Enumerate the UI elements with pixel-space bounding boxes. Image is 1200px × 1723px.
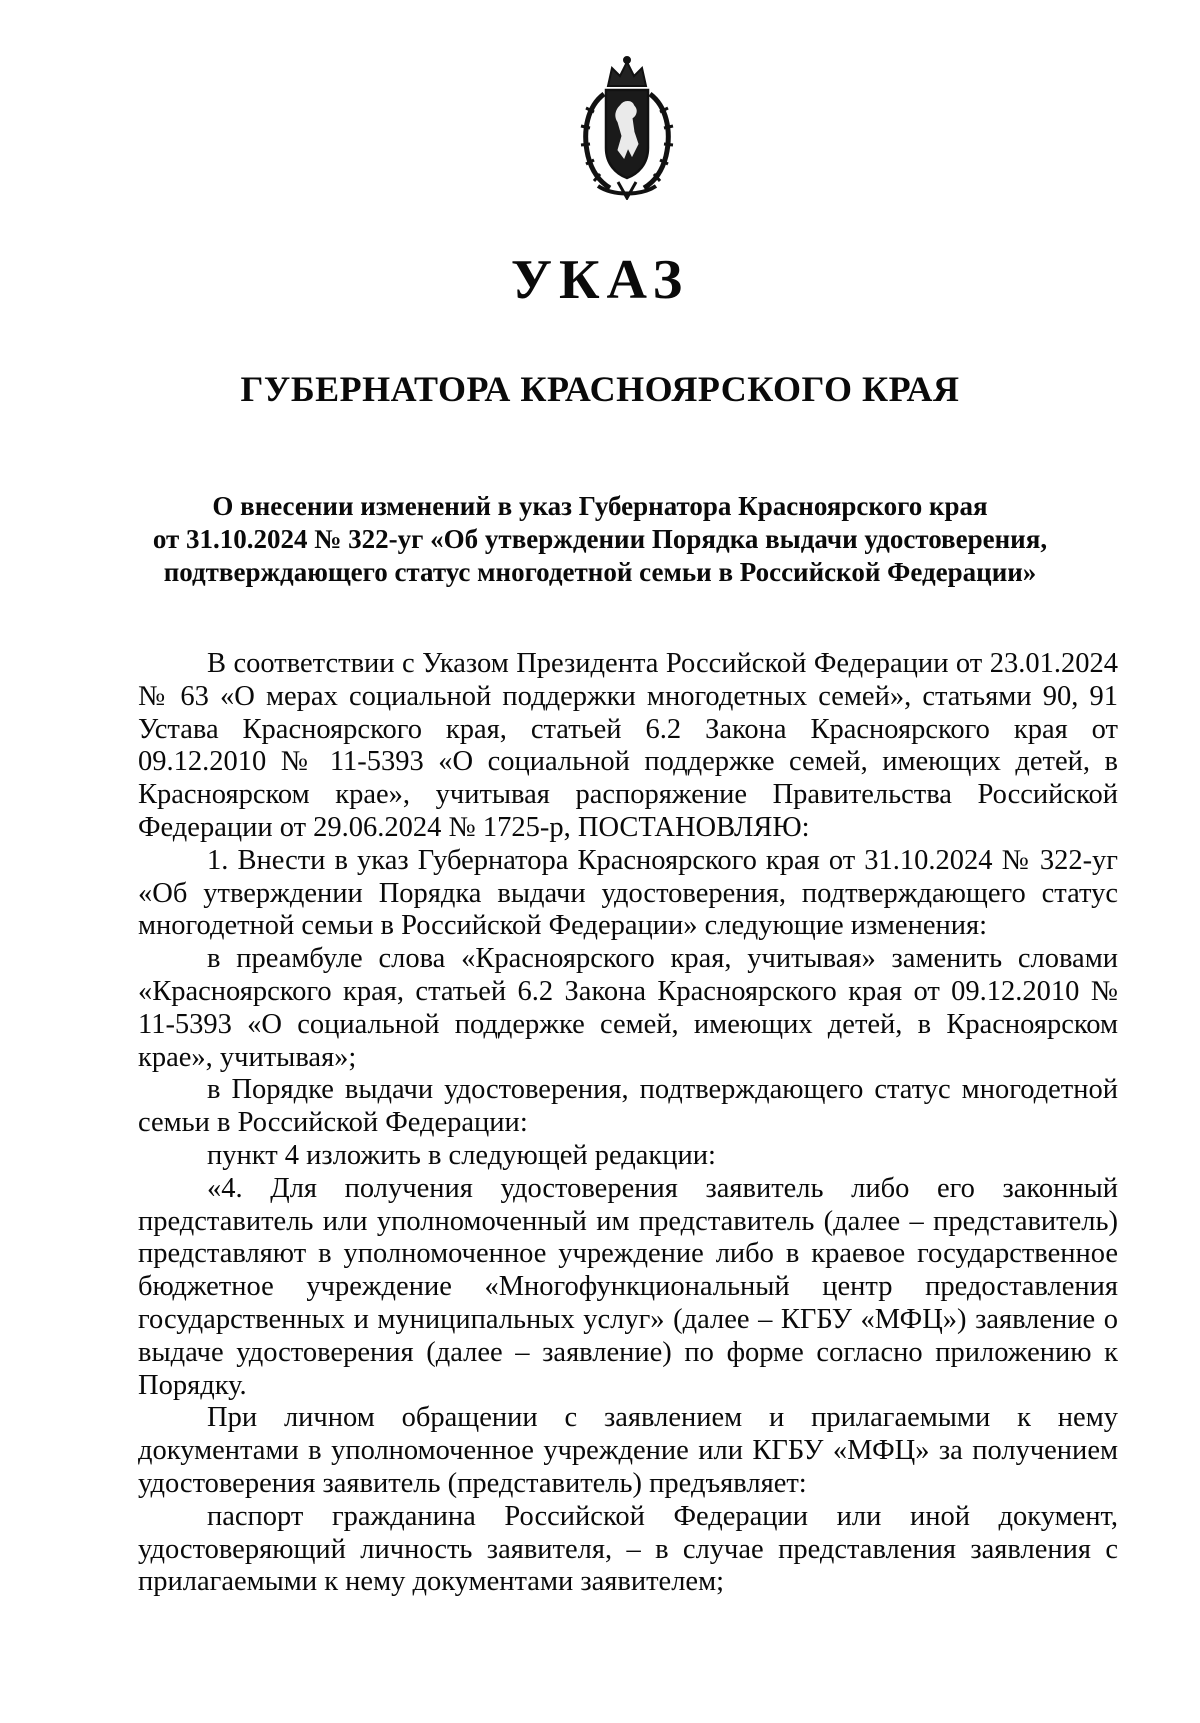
- document-title: УКАЗ: [510, 249, 690, 311]
- krasnoyarsk-coat-of-arms-icon: [568, 52, 686, 200]
- document-issuer: ГУБЕРНАТОРА КРАСНОЯРСКОГО КРАЯ: [240, 369, 960, 409]
- body-paragraph: в Порядке выдачи удостоверения, подтверждающего статус многодетной семьи в Российской Федерации:: [138, 1074, 1118, 1139]
- body-paragraph: в преамбуле слова «Красноярского края, учитывая» заменить словами «Красноярского края, статьей 6.2 Закона Красноярского края от 09.12.2010 № 11-5393 «О социальной поддержке семей, имеющих детей, в Красноярском крае», учитывая»;: [138, 943, 1118, 1073]
- body-paragraph: В соответствии с Указом Президента Российской Федерации от 23.01.2024 № 63 «О мерах социальной поддержки многодетных семей», статьями 90, 91 Устава Красноярского края, статьей 6.2 Закона Красноярского края от 09.12.2010 № 11-5393 «О социальной поддержке семей, имеющих детей, в Красноярском крае», учитывая распоряжение Правительства Российской Федерации от 29.06.2024 № 1725-р, ПОСТАНОВЛЯЮ:: [138, 648, 1118, 843]
- subject-line: О внесении изменений в указ Губернатора Красноярского края: [212, 491, 988, 521]
- subject-line: от 31.10.2024 № 322-уг «Об утверждении Порядка выдачи удостоверения,: [152, 524, 1048, 554]
- body-paragraph: 1. Внести в указ Губернатора Красноярского края от 31.10.2024 № 322-уг «Об утверждении Порядка выдачи удостоверения, подтверждающего статус многодетной семьи в Российской Федерации» следующие изменения:: [138, 844, 1118, 942]
- body-paragraph: пункт 4 изложить в следующей редакции:: [207, 1139, 716, 1171]
- document-body: [138, 648, 1118, 1599]
- body-paragraph: При личном обращении с заявлением и прилагаемыми к нему документами в уполномоченное учреждение или КГБУ «МФЦ» за получением удостоверения заявитель (представитель) предъявляет:: [138, 1402, 1118, 1499]
- subject-line: подтверждающего статус многодетной семьи в Российской Федерации»: [163, 557, 1037, 587]
- document-subject: [150, 490, 1050, 589]
- body-paragraph: паспорт гражданина Российской Федерации или иной документ, удостоверяющий личность заявителя, – в случае представления заявления с прилагаемыми к нему документами заявителем;: [138, 1500, 1118, 1598]
- body-paragraph: «4. Для получения удостоверения заявитель либо его законный представитель или уполномоченный им представитель (далее – представитель) представляют в уполномоченное учреждение либо в краевое государственное бюджетное учреждение «Многофункциональный центр предоставления государственных и муниципальных услуг» (далее – КГБУ «МФЦ») заявление о выдаче удостоверения (далее – заявление) по форме согласно приложению к Порядку.: [138, 1172, 1118, 1401]
